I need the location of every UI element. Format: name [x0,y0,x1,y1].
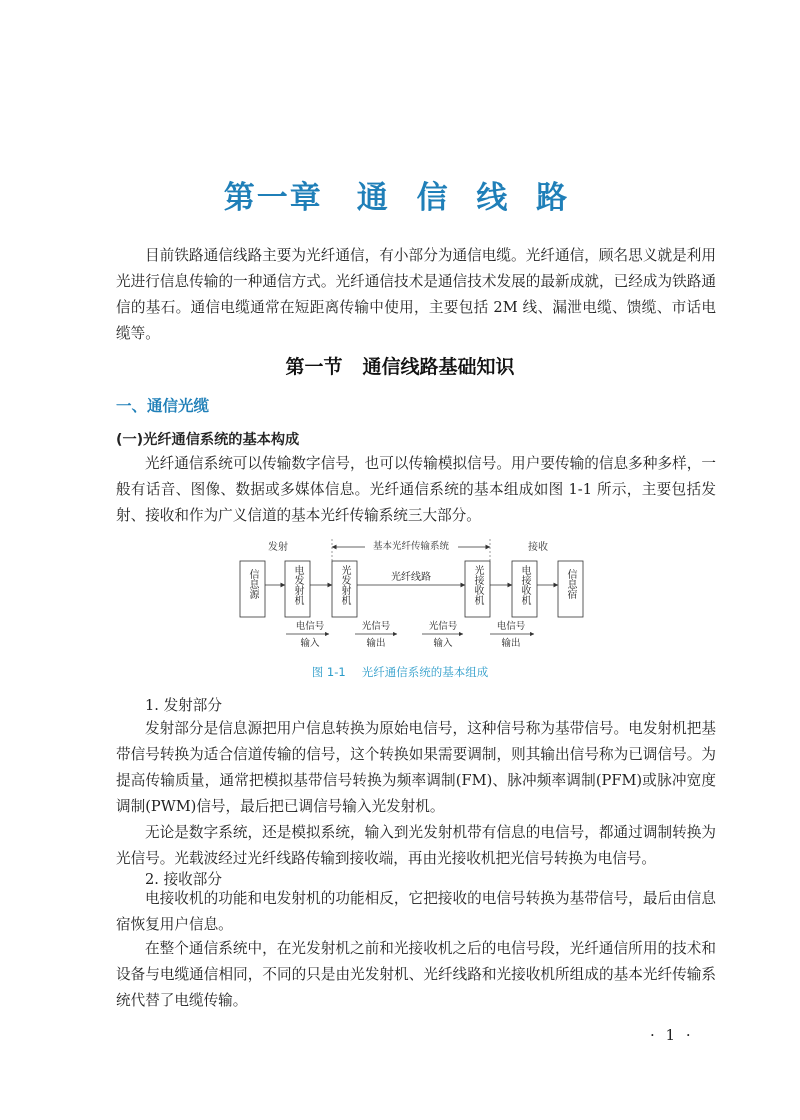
text-electrical-receiver: 电接收机 [519,565,530,605]
signal-1-bottom: 输入 [300,638,320,649]
paragraph-system-overview: 光纤通信系统可以传输数字信号，也可以传输模拟信号。用户要传输的信息多种多样，一般有话音、图像、数据或多媒体信息。光纤通信系统的基本组成如图 1-1 所示，主要包括发射、接收和作为广义信道的基本光纤传输系统三大部分。 [116,455,716,524]
signal-2-top: 光信号 [361,621,391,632]
label-send: 发射 [268,542,288,553]
subheading-transmit: 1. 发射部分 [145,697,222,714]
section-title [0,352,800,379]
chapter-number: 第一章 [223,180,323,216]
signal-4-bottom: 输出 [501,638,521,649]
signal-3-bottom: 输入 [433,638,453,649]
section-number: 第一节 [285,356,343,378]
figure-caption [0,664,800,680]
figure-caption-text: 光纤通信系统的基本组成 [361,665,489,679]
figure-1-1-diagram [234,533,594,659]
label-receive: 接收 [528,542,548,553]
subheading-receive: 2. 接收部分 [145,871,222,888]
text-information-source: 信息源 [247,569,258,599]
paragraph-modulation: 无论是数字系统，还是模拟系统，输入到光发射机带有信息的电信号，都通过调制转换为光信号。光载波经过光纤线路传输到接收端，再由光接收机把光信号转换为电信号。 [116,824,716,867]
text-information-sink: 信息宿 [565,569,576,599]
signal-1-top: 电信号 [295,621,325,632]
text-electrical-transmitter: 电发射机 [292,565,303,605]
paragraph-summary: 在整个通信系统中，在光发射机之前和光接收机之后的电信号段，光纤通信所用的技术和设备与电缆通信相同，不同的只是由光发射机、光纤线路和光接收机所组成的基本光纤传输系统代替了电缆传输。 [116,940,716,1009]
paragraph-receive: 电接收机的功能和电发射机的功能相反，它把接收的电信号转换为基带信号，最后由信息宿恢复用户信息。 [116,890,716,933]
text-optical-receiver: 光接收机 [472,565,483,605]
signal-4-top: 电信号 [496,621,526,632]
heading-optical-cable: 一、通信光缆 [116,397,210,415]
chapter-title [0,172,800,217]
section-name: 通信线路基础知识 [362,356,515,378]
figure-caption-number: 图 1-1 [311,665,346,679]
label-system: 基本光纤传输系统 [372,541,450,552]
page-number: · 1 · [650,1026,694,1044]
paragraph-transmit: 发射部分是信息源把用户信息转换为原始电信号，这种信号称为基带信号。电发射机把基带信号转换为适合信道传输的信号，这个转换如果需要调制，则其输出信号称为已调信号。为提高传输质量，通常把模拟基带信号转换为频率调制(FM)、脉冲频率调制(PFM)或脉冲宽度调制(PWM)信号，最后把已调信号输入光发射机。 [116,720,716,815]
text-optical-transmitter: 光发射机 [339,565,350,605]
signal-3-top: 光信号 [428,621,458,632]
intro-paragraph: 目前铁路通信线路主要为光纤通信，有小部分为通信电缆。光纤通信，顾名思义就是利用光进行信息传输的一种通信方式。光纤通信技术是通信技术发展的最新成就，已经成为铁路通信的基石。通信电缆通常在短距离传输中使用，主要包括 2M 线、漏泄电缆、馈缆、市话电缆等。 [116,247,716,342]
signal-2-bottom: 输出 [366,638,386,649]
label-fiber-line: 光纤线路 [391,572,431,583]
chapter-name: 通 信 线 路 [356,180,577,216]
heading-system-composition: (一)光纤通信系统的基本构成 [116,432,300,448]
